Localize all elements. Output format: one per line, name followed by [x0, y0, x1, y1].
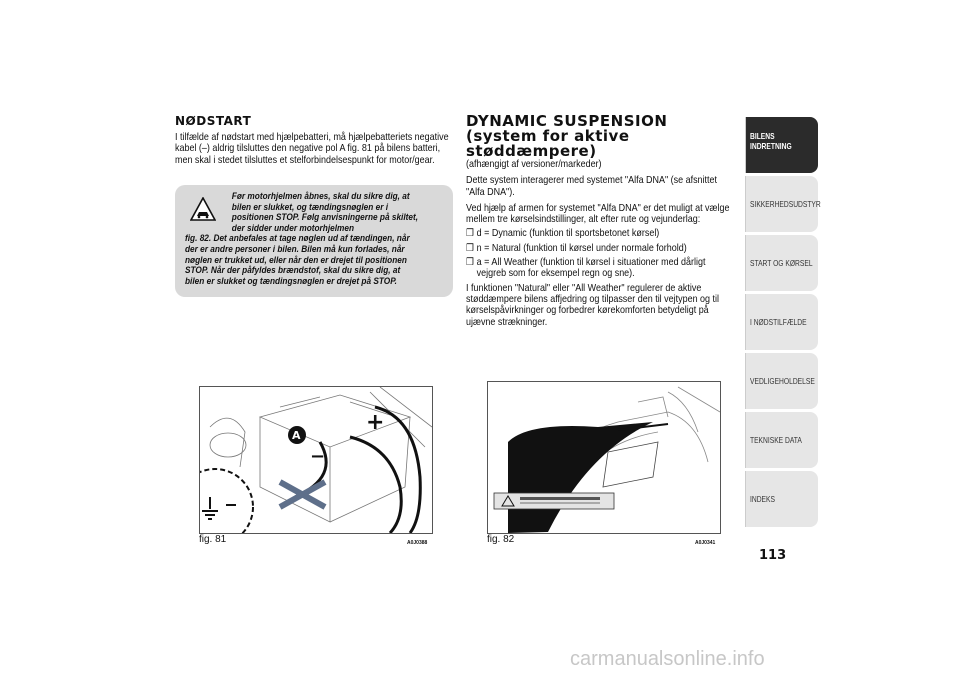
checkbox-bullet-icon: ❒ [466, 242, 475, 254]
minus-sign-icon: − [310, 446, 326, 467]
ground-symbol-icon [202, 497, 236, 519]
dynamic-paragraph-3: I funktionen "Natural" eller "All Weather" regulerer de aktive støddæmpere bilens affjedring og tilpasser den til vejtypen og til kørselspåvirkninger og forbedrer kørekomforten betydeligt på ujævne strækninger. [466, 282, 719, 328]
mode-option-list [466, 228, 737, 279]
warning-text-indented: Før motorhjelmen åbnes, skal du sikre dig, at bilen er slukket, og tændingsnøglen er i positionen STOP. Følg anvisningerne på skiltet, der sidder under motorhjelmen [231, 191, 419, 233]
left-column [175, 114, 453, 166]
figure-82-engine-hood [487, 381, 721, 534]
right-column [466, 114, 736, 328]
warning-text [185, 191, 421, 286]
figure-81-code: A0J0388 [407, 540, 428, 546]
tab-start-og-korsel[interactable]: START OG KØRSEL [745, 235, 818, 291]
figure-81-battery [199, 386, 433, 534]
checkbox-bullet-icon: ❒ [466, 257, 475, 269]
dynamic-subtitle: (afhængigt af versioner/markeder) [466, 159, 602, 170]
engine-hood-illustration [488, 382, 720, 533]
checkbox-bullet-icon: ❒ [466, 228, 475, 240]
list-item: ❒ n = Natural (funktion til kørsel under normale forhold) [466, 242, 687, 254]
battery-illustration [200, 387, 432, 533]
tab-sikkerhedsudstyr[interactable]: SIKKERHEDSUDSTYR [745, 176, 818, 232]
tab-vedligeholdelse[interactable]: VEDLIGEHOLDELSE [745, 353, 818, 409]
dynamic-paragraph-2: Ved hjælp af armen for systemet "Alfa DNA" er det muligt at vælge mellem tre kørselsindstillinger, alt efter rute og vejunderlag: [466, 202, 730, 226]
tab-tekniske-data[interactable]: TEKNISKE DATA [745, 412, 818, 468]
figure-82-caption: fig. 82 [487, 534, 515, 545]
warning-text-rest: fig. 82. Det anbefales at tage nøglen ud af tændingen, når der er andre personer i bilen. Bilen må kun forlades, når nøglen er trukket ud, eller når den er drejet til positionen STOP. Når der påfyldes brændstof, skal du sikre dig, at bilen er slukket og tændingsnøglen er drejet på STOP. [185, 233, 410, 286]
page-number: 113 [759, 548, 787, 563]
figure-81-caption: fig. 81 [199, 534, 227, 545]
plus-sign-icon: + [366, 410, 385, 435]
dynamic-paragraph-1: Dette system interagerer med systemet "Alfa DNA" (se afsnittet "Alfa DNA"). [466, 175, 718, 198]
list-item: ❒ d = Dynamic (funktion til sportsbetonet kørsel) [466, 228, 660, 240]
nodstart-paragraph: I tilfælde af nødstart med hjælpebatteri, må hjælpebatteriets negative kabel (–) aldrig tilsluttes den negative pol A fig. 81 på bilens batteri, men skal i stedet tilsluttes et stelforbindelsespunkt for motor/gear. [175, 132, 449, 166]
tab-indeks[interactable]: INDEKS [745, 471, 818, 527]
chapter-tab-bar [745, 117, 821, 530]
callout-label-a: A [292, 429, 301, 442]
section-heading-nodstart: NØDSTART [175, 114, 252, 128]
figure-82-code: A0J0341 [695, 540, 716, 546]
list-item: ❒ a = All Weather (funktion til kørsel i situationer med dårligt vejgreb som for eksempel regn og sne). [466, 257, 706, 280]
tab-bilens-indretning[interactable]: BILENS INDRETNING [745, 117, 818, 173]
watermark: carmanualsonline.info [570, 648, 765, 670]
tab-i-nodstilfaelde[interactable]: I NØDSTILFÆLDE [745, 294, 818, 350]
section-heading-dynamic-suspension: DYNAMIC SUSPENSION (system for aktive støddæmpere) [466, 112, 668, 160]
warning-box [175, 185, 453, 297]
